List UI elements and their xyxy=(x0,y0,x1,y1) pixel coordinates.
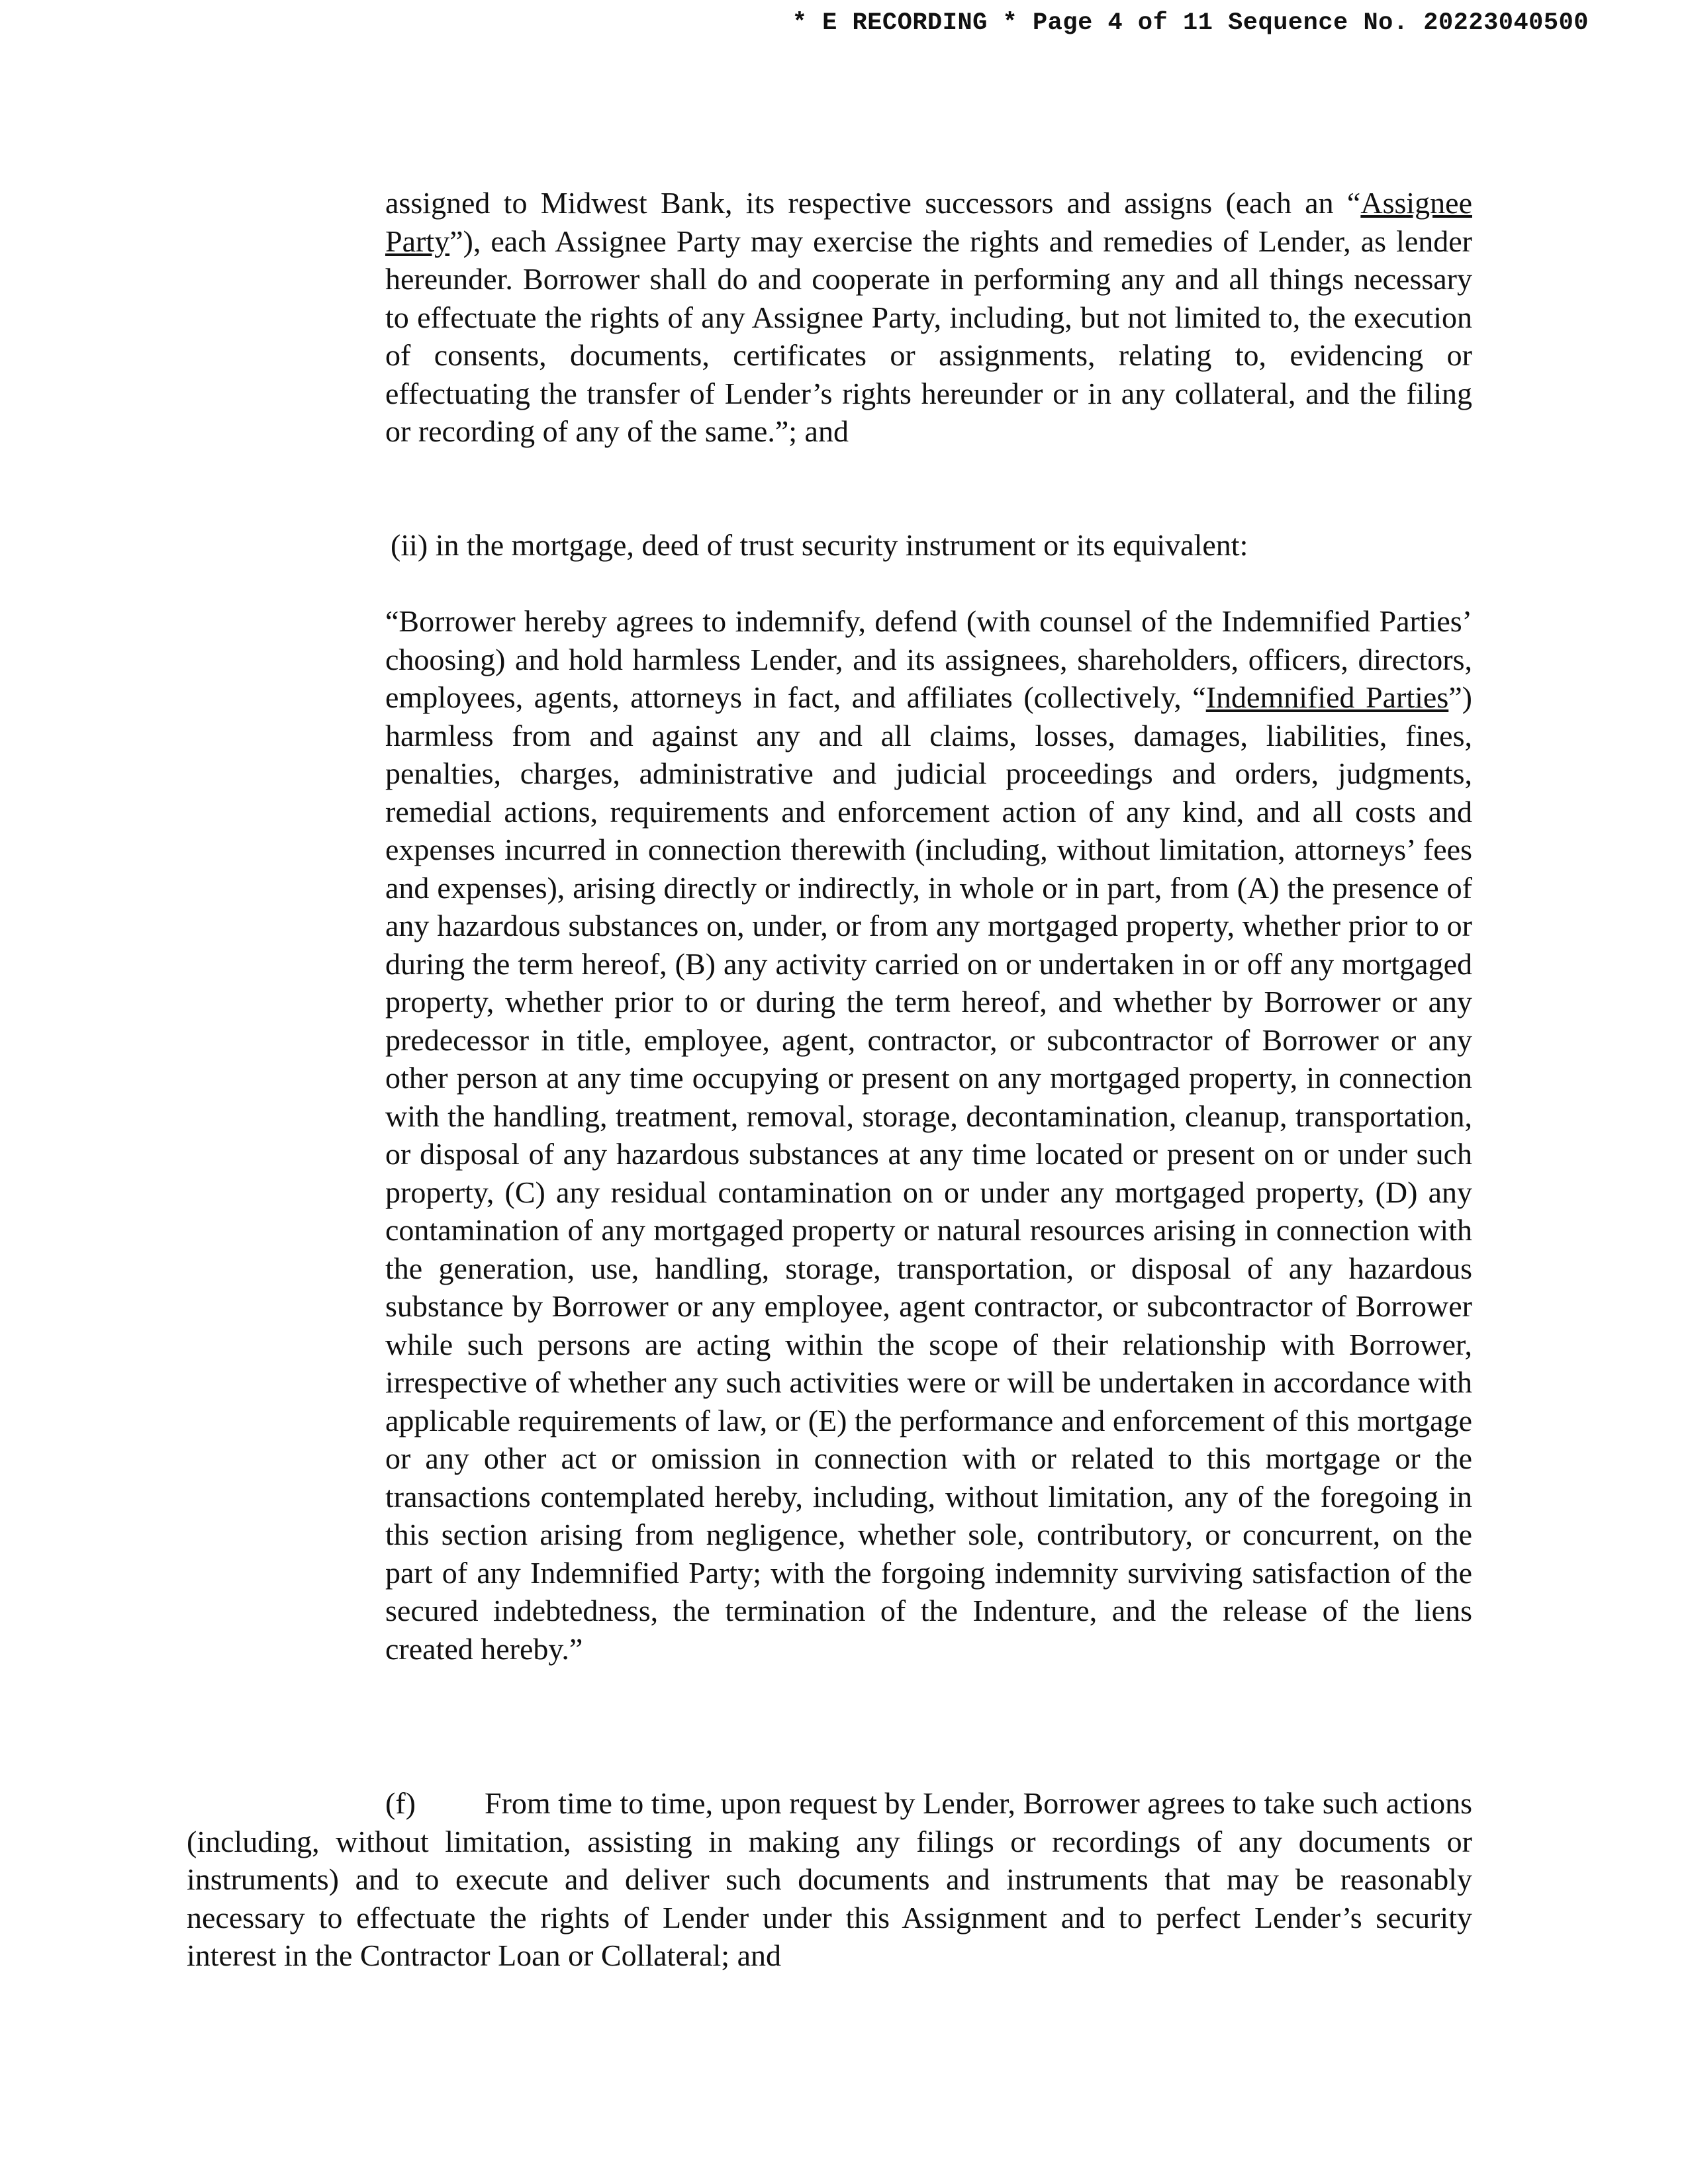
paragraph-assignee-party xyxy=(385,184,1472,451)
paragraph-indemnification xyxy=(385,602,1472,1668)
paragraph-text: From time to time, upon request by Lender, Borrower agrees to take such actions (including, without limitation, assisting in making any filings or recordings of any documents or instruments) and to execute and deliver such documents and instruments that may be reasonably necessary to effectuate the rights of Lender under this Assignment and to perfect Lender’s security interest in the Contractor Loan or Collateral; and xyxy=(187,1786,1472,1972)
paragraph-text: assigned to Midwest Bank, its respective successors and assigns (each an “ xyxy=(385,186,1361,220)
paragraph-text: ”) harmless from and against any and all claims, losses, damages, liabilities, fines, penalties, charges, administrative and judicial proceedings and orders, judgments, remedial actions, requirements and enforcement action of any kind, and all costs and expenses incurred in connection therewith (including, without limitation, attorneys’ fees and expenses), arising directly or indirectly, in whole or in part, from (A) the presence of any hazardous substances on, under, or from any mortgaged property, whether prior to or during the term hereof, (B) any activity carried on or undertaken in or off any mortgaged property, whether prior to or during the term hereof, and whether by Borrower or any predecessor in title, employee, agent, contractor, or subcontractor of Borrower or any other person at any time occupying or present on any mortgaged property, in connection with the handling, treatment, removal, storage, decontamination, cleanup, transportation, or disposal of any hazardous substances at any time located or present on or under such property, (C) any residual contamination on or under any mortgaged property, (D) any contamination of any mortgaged property or natural resources arising in connection with the generation, use, handling, storage, transportation, or disposal of any hazardous substance by Borrower or any employee, agent contractor, or subcontractor of Borrower while such persons are acting within the scope of their relationship with Borrower, irrespective of whether any such activities were or will be undertaken in accordance with applicable requirements of law, or (E) the performance and enforcement of this mortgage or any other act or omission in connection with or related to this mortgage or the transactions contemplated hereby, including, without limitation, any of the foregoing in this section arising from negligence, whether sole, contributory, or concurrent, on the part of any Indemnified Party; with the forgoing indemnity surviving satisfaction of the secured indebtedness, the termination of the Indenture, and the release of the liens created hereby.” xyxy=(385,680,1473,1666)
paragraph-text: ”), each Assignee Party may exercise the rights and remedies of Lender, as lender hereunder. Borrower shall do and cooperate in performing any and all things necessary to effectuate the rights of any Assignee Party, including, but not limited to, the execution of consents, documents, certificates or assignments, relating to, evidencing or effectuating the transfer of Lender’s rights hereunder or in any collateral, and the filing or recording of any of the same.”; and xyxy=(385,224,1472,448)
recording-header: * E RECORDING * Page 4 of 11 Sequence No. 20223040500 xyxy=(792,9,1589,37)
paragraph-label: (f) xyxy=(385,1786,416,1820)
defined-term: Assignee Party xyxy=(385,186,1472,258)
defined-term: Indemnified Parties xyxy=(1205,680,1449,714)
paragraph-f xyxy=(187,1784,1472,1975)
paragraph-text: “Borrower hereby agrees to indemnify, defend (with counsel of the Indemnified Parties’ choosing) and hold harmless Lender, and its assignees, shareholders, officers, directors, employees, agents, attorneys in fact, and affiliates (collectively, “ xyxy=(385,604,1472,714)
paragraph-mortgage-intro: (ii) in the mortgage, deed of trust security instrument or its equivalent: xyxy=(391,528,1248,562)
